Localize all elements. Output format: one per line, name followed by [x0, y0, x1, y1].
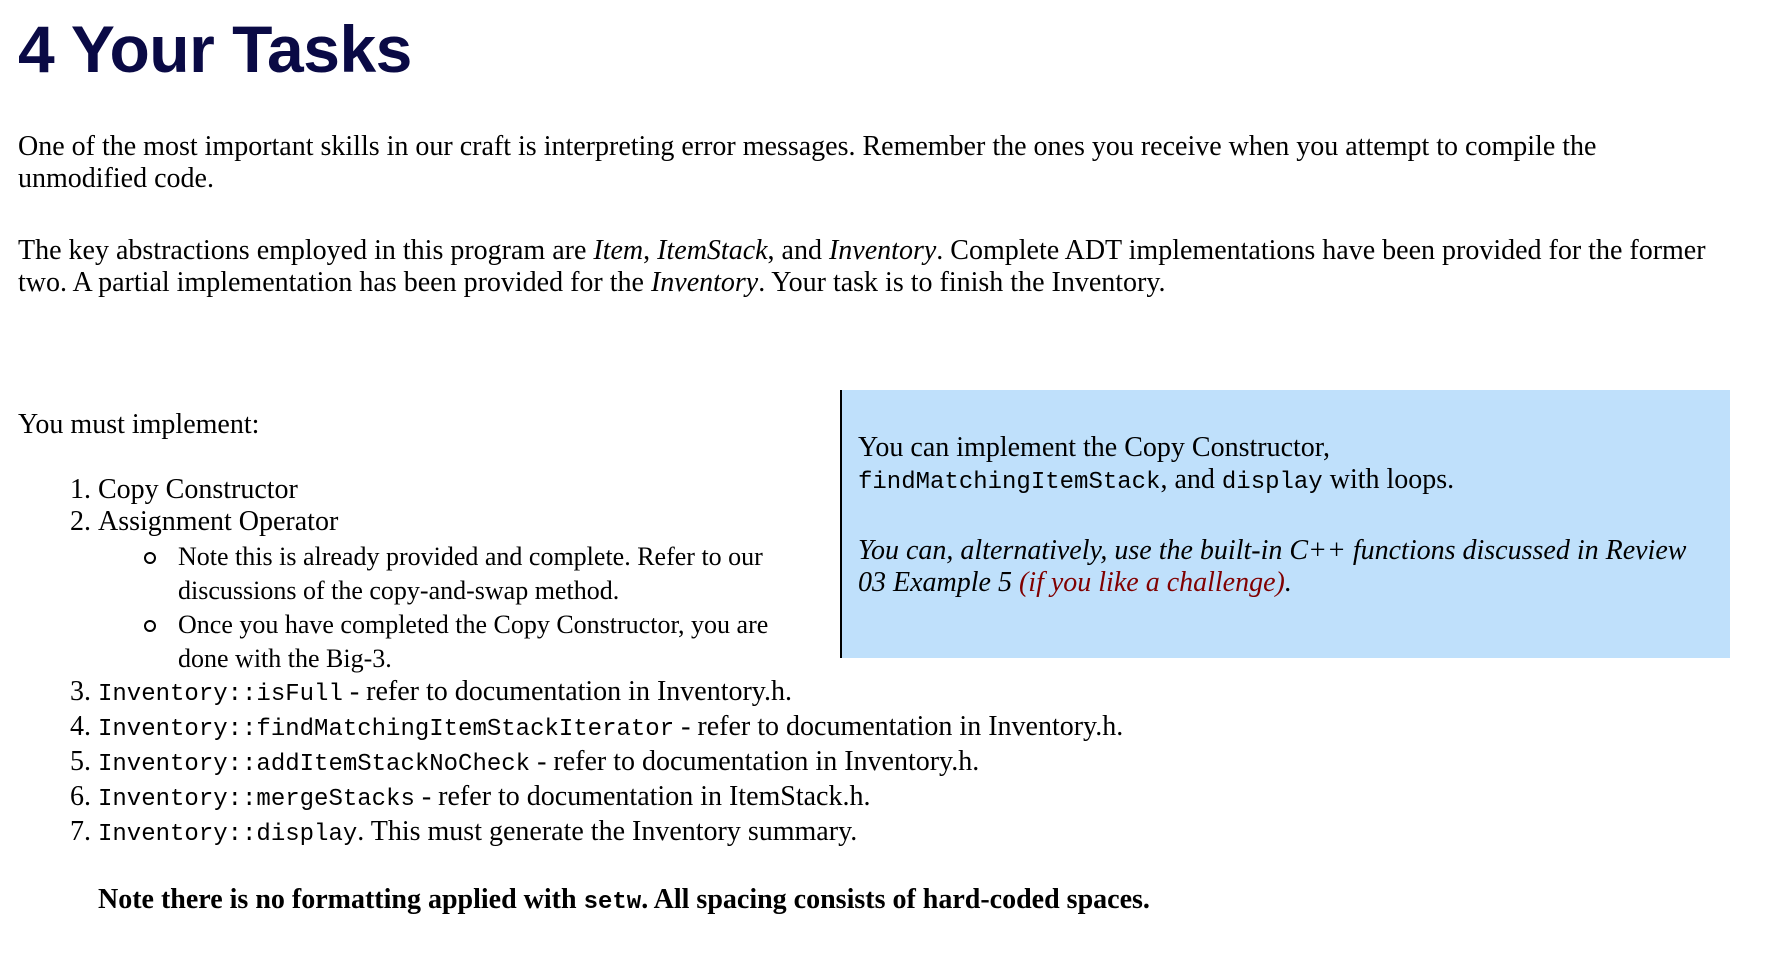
setw-code: setw	[583, 889, 642, 916]
task-item	[98, 506, 818, 676]
must-implement-label: You must implement:	[18, 409, 260, 440]
loops-note-mid: , and	[1160, 464, 1222, 495]
circle-bullet-icon	[144, 620, 156, 632]
formatting-note	[98, 884, 1150, 919]
p2-text-e: . Your task is to finish the Inventory.	[758, 267, 1166, 298]
p2-text-a: The key abstractions employed in this program are	[18, 235, 594, 266]
circle-bullet-icon	[144, 552, 156, 564]
p2-inventory-2: Inventory	[650, 267, 759, 298]
sub-item-text: Once you have completed the Copy Constructor, you are done with the Big-3.	[178, 610, 769, 673]
sub-list-item	[178, 540, 818, 608]
intro-paragraph-1: One of the most important skills in our craft is interpreting error messages. Remember the ones you receive when you attempt to compile the unmodified code.	[18, 131, 1597, 194]
task-item	[98, 711, 1498, 746]
task-code: Inventory::mergeStacks	[98, 786, 415, 813]
challenge-text: (if you like a challenge)	[1018, 567, 1285, 598]
task-text: - refer to documentation in Inventory.h.	[674, 711, 1124, 742]
task-item	[98, 676, 1498, 711]
alternative-text: You can, alternatively, use the built-in C++ functions discussed in Review 03 Example 5	[858, 535, 1687, 598]
task-item	[98, 746, 1498, 781]
alternative-end: .	[1284, 567, 1292, 598]
p2-text-c: , and	[767, 235, 829, 266]
task-list	[18, 474, 1498, 851]
task-assignment-operator: Assignment Operator	[98, 506, 339, 537]
p2-text-b: ,	[643, 235, 658, 266]
task-code: Inventory::isFull	[98, 681, 343, 708]
task-text: . This must generate the Inventory summary.	[357, 816, 858, 847]
task-text: - refer to documentation in ItemStack.h.	[414, 781, 871, 812]
p2-inventory: Inventory	[828, 235, 937, 266]
task-text: - refer to documentation in Inventory.h.	[530, 746, 980, 777]
task-item	[98, 816, 1498, 851]
note-text-a: Note there is no formatting applied with	[98, 884, 584, 915]
section-heading: 4 Your Tasks	[18, 12, 412, 86]
intro-paragraph-2	[18, 235, 1718, 299]
p2-itemstack: ItemStack	[657, 235, 768, 266]
task-code: Inventory::findMatchingItemStackIterator	[98, 716, 675, 743]
task-item	[98, 781, 1498, 816]
note-text-b: . All spacing consists of hard-coded spaces.	[641, 884, 1150, 915]
p2-text-d: . Complete ADT implementations have been provided for the former two. A partial implementation has been provided for the	[18, 235, 1706, 298]
find-matching-code: findMatchingItemStack	[858, 469, 1161, 496]
sub-list	[98, 540, 818, 676]
loops-note-line1: You can implement the Copy Constructor,	[858, 432, 1330, 463]
task-text: - refer to documentation in Inventory.h.	[342, 676, 792, 707]
task-item	[98, 474, 818, 506]
task-code: Inventory::display	[98, 821, 358, 848]
task-code: Inventory::addItemStackNoCheck	[98, 751, 531, 778]
sub-item-text: Note this is already provided and complete. Refer to our discussions of the copy-and-swap method.	[178, 542, 763, 605]
loops-note-tail: with loops.	[1322, 464, 1455, 495]
display-code: display	[1221, 469, 1323, 496]
task-copy-constructor: Copy Constructor	[98, 474, 298, 505]
sub-list-item	[178, 608, 818, 676]
p2-item: Item	[593, 235, 644, 266]
